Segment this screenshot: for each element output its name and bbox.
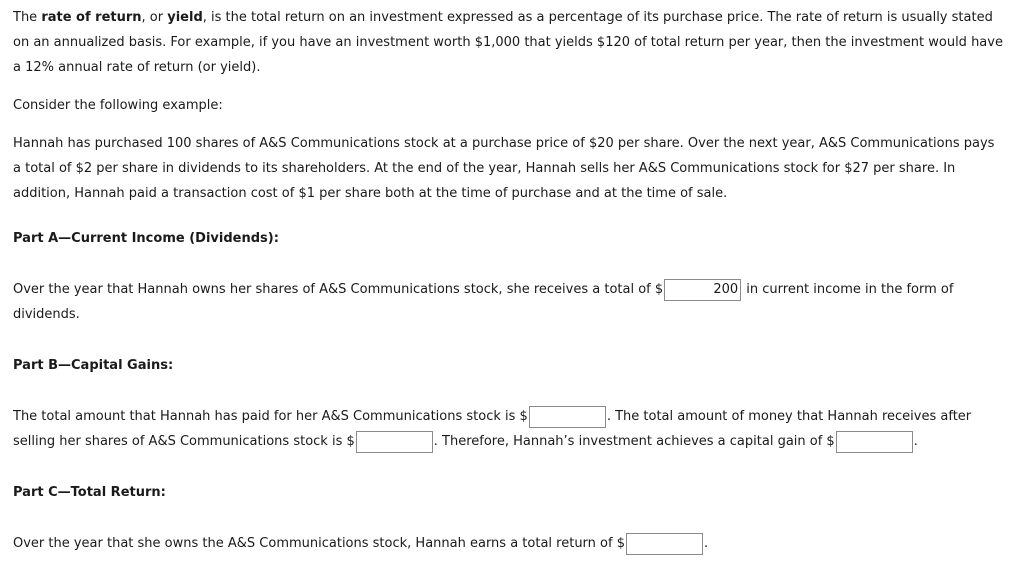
intro-paragraph xyxy=(13,5,1003,80)
consider-text: Consider the following example: xyxy=(13,98,223,113)
part-a-heading: Part A—Current Income (Dividends): xyxy=(13,231,279,246)
part-a-text-before: Over the year that Hannah owns her shares of A&S Communications stock, she receives a total of $ xyxy=(13,282,664,297)
scenario-paragraph: Hannah has purchased 100 shares of A&S Communications stock at a purchase price of $20 per share. Over the next year, A&S Communications pays a total of $2 per share in dividends to its shareholders. At the end of the year, Hannah sells her A&S Communications stock for $27 per share. In addition, Hannah paid a transaction cost of $1 per share both at the time of purchase and at the time of sale. xyxy=(13,136,995,201)
part-a-text-after: in current income in the form of dividends. xyxy=(13,282,954,322)
part-b-heading: Part B—Capital Gains: xyxy=(13,358,174,373)
part-a-dividends-input[interactable] xyxy=(664,279,741,301)
intro-term-yield: yield xyxy=(167,10,203,25)
part-b-total-received-input[interactable] xyxy=(356,431,433,453)
part-c-text-before: Over the year that she owns the A&S Communications stock, Hannah earns a total return of $ xyxy=(13,536,625,551)
intro-text-2: , or xyxy=(141,10,168,25)
part-b-capital-gain-input[interactable] xyxy=(836,431,913,453)
part-a-question xyxy=(13,277,1003,327)
part-c-heading: Part C—Total Return: xyxy=(13,485,166,500)
part-b-text-3: . Therefore, Hannah’s investment achieves a capital gain of $ xyxy=(433,434,835,449)
intro-text-3: , is the total return on an investment expressed as a percentage of its purchase price. The rate of return is usually stated on an annualized basis. For example, if you have an investment worth $1,000 that yields $120 of total return per year, then the investment would have a 12% annual rate of return (or yield). xyxy=(13,10,1003,75)
part-b-text-1: The total amount that Hannah has paid for her A&S Communications stock is $ xyxy=(13,409,528,424)
part-b-text-4: . xyxy=(913,434,918,449)
part-c-text-after: . xyxy=(703,536,709,551)
part-b-total-paid-input[interactable] xyxy=(529,406,606,428)
part-c-question xyxy=(13,531,1003,556)
part-b-question xyxy=(13,404,1003,454)
part-c-total-return-input[interactable] xyxy=(626,533,703,555)
intro-text-1: The xyxy=(13,10,42,25)
part-b-text-2: . The total amount of money that Hannah receives after selling her shares of A&S Communications stock is $ xyxy=(13,409,972,449)
intro-term-rate-of-return: rate of return xyxy=(41,10,142,25)
